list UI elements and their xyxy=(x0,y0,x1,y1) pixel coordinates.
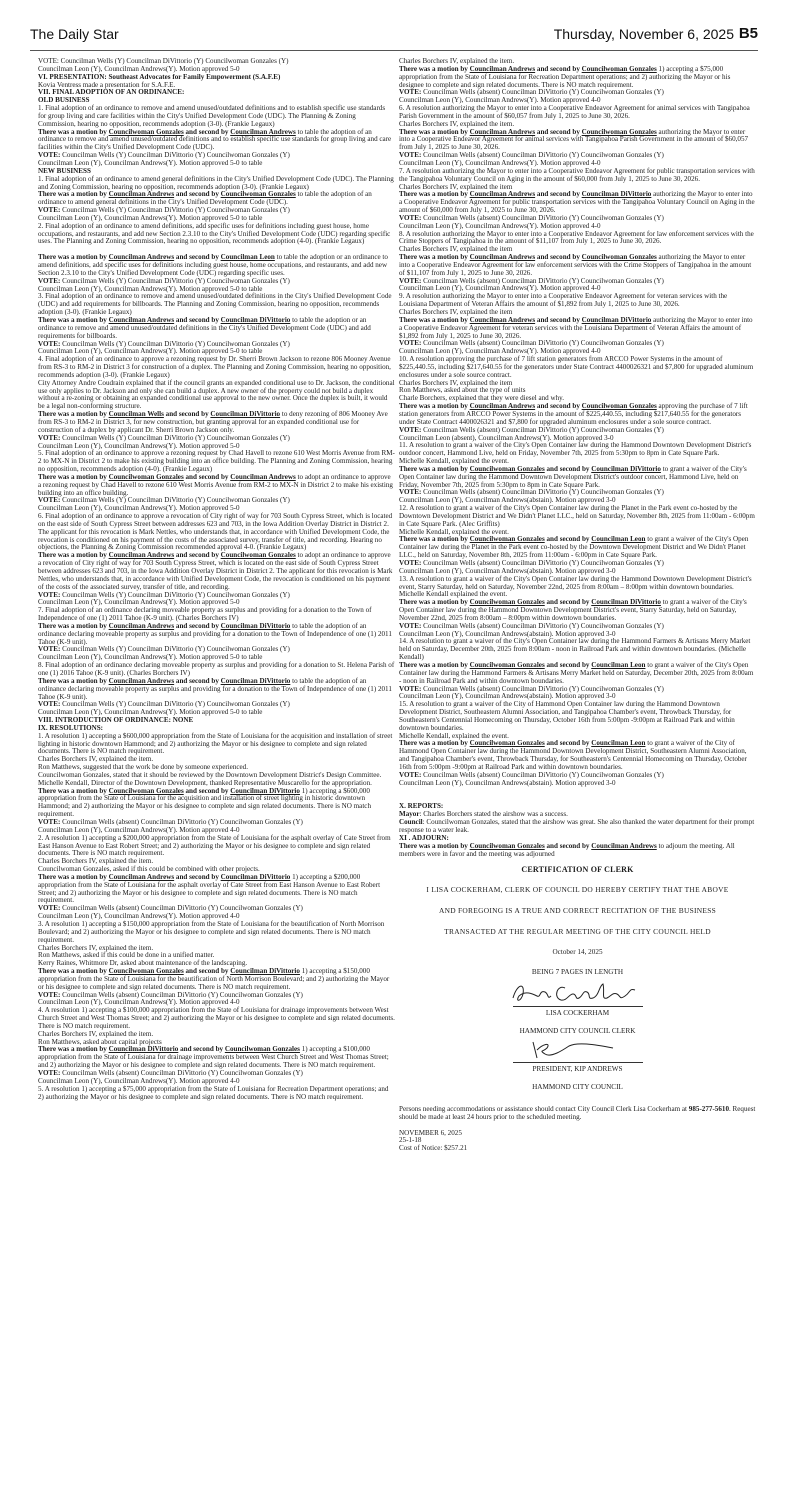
report-line: Mayor: Charles Borchers stated the airshow was a success. xyxy=(399,810,568,819)
minutes-paragraph: Councilman Leon (Y), Councilman Andrews(Y). Motion approved 5-0 xyxy=(38,441,240,450)
ad-number: 25-1-18 xyxy=(399,1136,422,1145)
motion-paragraph xyxy=(399,536,756,560)
vote-text: Councilman Wells (absent) Councilman DiVittorio (Y) Councilwoman Gonzales (Y) xyxy=(423,621,664,630)
minutes-paragraph: Charles Borchers IV, explained the item xyxy=(399,378,513,387)
motion-mover: Councilman Wells xyxy=(108,410,164,419)
report-text: Charles Borchers stated the airshow was a success. xyxy=(421,810,568,819)
motion-paragraph xyxy=(399,843,756,859)
minutes-paragraph: Councilman Leon (Y), Councilman Andrews(Y). Motion approved 5-0 to table xyxy=(38,653,263,662)
motion-paragraph xyxy=(38,678,395,702)
motion-seconder: Councilman DiVittorio xyxy=(230,786,300,795)
minutes-paragraph: Councilwoman Gonzales, asked if this could be combined with other projects. xyxy=(38,865,260,874)
minutes-paragraph: Councilman Leon (absent), Councilman Andrews(Y). Motion approved 3-0 xyxy=(399,433,614,442)
report-text: Councilwoman Gonzales, stated that the airshow was great. She also thanked the water department for their prompt response to a water leak. xyxy=(399,818,755,834)
vote-label: VOTE: xyxy=(399,770,422,779)
vote-text: Councilman Wells (absent) Councilman DiVittorio (Y) Councilwoman Gonzales (Y) xyxy=(423,559,664,567)
vote-label: VOTE: xyxy=(38,496,61,505)
minutes-paragraph: Kerry Raines, Whitmore Dr, asked about maintenance of the landscaping. xyxy=(38,959,248,968)
minutes-paragraph: Charles Borchers IV, explained the item xyxy=(399,245,513,254)
motion-paragraph xyxy=(399,129,756,153)
minutes-paragraph: Councilman Leon (Y), Councilman Andrews(abstain). Motion approved 3-0 xyxy=(399,692,616,701)
vote-text: Councilman Wells (Y) Councilman DiVittorio (Y) Councilwoman Gonzales (Y) xyxy=(62,151,290,160)
vote-text: Councilman Wells (absent) Councilman DiVittorio (Y) Councilwoman Gonzales (Y) xyxy=(62,904,303,913)
motion-text: to grant a waiver of the City's Open Container law during the Planet in the Park event co-hosted by the Downtown Development District and We Didn't Planet LLC., held on Saturday, November 8th, 2025 from 11:00am - 6:00pm in Cate Square Park. xyxy=(399,535,749,560)
motion-text: authorizing the Mayor to enter into a Cooperative Endeavor Agreement for public transportation services with the Tangipahoa Voluntary Council on Aging in the amount of $60,000 from July 1, 2025 to June 30, 2026. xyxy=(399,190,755,215)
report-line: Council: Councilwoman Gonzales, stated that the airshow was great. She also thanked the water department for their prompt response to a water leak. xyxy=(399,818,755,834)
minutes-paragraph: Councilman Leon (Y), Councilman Andrews(abstain). Motion approved 3-0 xyxy=(399,778,616,787)
vote-label: VOTE: xyxy=(399,488,422,497)
clerk-title: HAMMOND CITY COUNCIL CLERK xyxy=(519,1027,636,1036)
motion-text: approving the purchase of 7 lift station generators from ARCCO Power Systems in the amount of $225,440.55, including $217,640.55 for the generators under State Contract 4400026321 and $7,800 for upgraded aluminum enclosures under a sole source contract. xyxy=(399,402,748,426)
report-label: Council xyxy=(399,818,423,827)
motion-paragraph xyxy=(399,466,756,490)
minutes-paragraph: Councilman Leon (Y), Councilman Andrews(abstain). Motion approved 3-0 xyxy=(399,629,616,638)
minutes-paragraph: Ron Matthews, asked if this could be done in a unified matter. xyxy=(38,951,215,960)
minutes-paragraph: Councilman Leon (Y), Councilman Andrews(Y). Motion approved 4-0 xyxy=(38,1076,240,1085)
vote-text: Councilman Wells (Y) Councilman DiVittorio (Y) Councilwoman Gonzales (Y) xyxy=(62,645,290,654)
motion-text: to adopt an ordinance to approve a revocation of City right of way for 703 South Cypress Street, which is located on the east side of South Cypress Street between addresses 623 and 703, in the Iowa Addition Overlay District in District 2. The applicant for this revocation is Mark Nettles, who understands that, in accordance with Unified Development Code, the revocation is conditioned on his payment of the costs of the associated survey, transfer of title, and recording. xyxy=(38,551,393,591)
vote-text: Councilman Wells (Y) Councilman DiVittorio (Y) Councilwoman Gonzales (Y) xyxy=(62,700,290,709)
motion-paragraph xyxy=(38,968,395,992)
vote-text: Councilman Wells (absent) Councilman DiVittorio (Y) Councilwoman Gonzales (Y) xyxy=(423,425,664,434)
vote-label: VOTE: xyxy=(38,339,61,348)
president-name: PRESIDENT, KIP ANDREWS xyxy=(532,1065,623,1074)
motion-text: 1) accepting a $100,000 appropriation from the State of Louisiana for drainage improvements between West Church Street and West Thomas Street; and 2) authorizing the Mayor or his designee to complete and sign related documents. There is NO match requirement. xyxy=(38,1045,389,1070)
accommodations-lead: Persons needing accommodations or assistance should contact City Council Clerk Lisa Cockerham at xyxy=(399,1104,689,1113)
publication-date: NOVEMBER 6, 2025 xyxy=(399,1128,462,1137)
motion-seconder: Councilman Leon xyxy=(220,253,275,262)
minutes-paragraph: Michelle Kendall, explained the event. xyxy=(399,457,509,466)
motion-lead: There was a motion by Councilwoman Gonzales and second by Councilman Andrews xyxy=(38,472,296,481)
motion-mover: Councilman Andrews xyxy=(108,551,175,560)
motion-text: to adopt an ordinance to approve a rezoning request by Chad Havell to rezone 610 West Morris Avenue from RM-2 to MX-N in District 2 to make his existing building into an office building. xyxy=(38,472,393,497)
page-number: B5 xyxy=(738,25,758,42)
motion-lead: There was a motion by Councilwoman Gonzales and second by Councilman Andrews xyxy=(38,127,296,136)
minutes-paragraph: Charles Borchers IV, explained the item. xyxy=(38,755,154,764)
minutes-paragraph: Charles Borchers IV, explained the item. xyxy=(38,1029,154,1038)
notice-cost: Cost of Notice: $257.21 xyxy=(399,1144,468,1153)
motion-text: to grant a waiver of the City's Open Container law during the Hammond Downtown Development District's outdoor concert, Hammond Live, held on Friday, November 7th, 2025 from 5:30pm to 8pm in Cate Square Park. xyxy=(399,464,747,489)
motion-paragraph xyxy=(38,623,395,647)
certification-line: I LISA COCKERHAM, CLERK OF COUNCIL DO HEREBY CERTIFY THAT THE ABOVE xyxy=(426,885,729,895)
motion-mover: Councilwoman Gonzales xyxy=(469,841,545,850)
motion-text: to grant a waiver of the City's Open Container law during the Hammond Farmers & Artisans Merry Market held on Saturday, December 20th, 2025 from 8:00am - noon in Railroad Park and within downtown boundaries. xyxy=(399,660,754,685)
motion-paragraph xyxy=(399,403,756,427)
minutes-paragraph: 1. A resolution 1) accepting a $600,000 appropriation from the State of Louisiana for the acquisition and installation of street lighting in historic downtown Hammond; and 2) authorizing the Mayor or his designee to complete and sign related documents. There is NO match requirement. xyxy=(38,731,393,756)
minutes-paragraph: 13. A resolution to grant a waiver of the City's Open Container law during the Hammond Downtown Development District's event, Starry Saturday, held on Saturday, November 22nd, 2025 from 8:00am – 8:00pm within downtown boundaries. xyxy=(399,574,752,591)
vote-text: Councilman Wells (absent) Councilman DiVittorio (Y) Councilwoman Gonzales (Y) xyxy=(423,488,664,497)
motion-paragraph xyxy=(38,552,395,591)
motion-seconder: Councilman DiVittorio xyxy=(230,967,300,976)
motion-mover: Councilman DiVittorio xyxy=(108,1045,179,1054)
section-heading: VIII. INTRODUCTION OF ORDINANCE: NONE xyxy=(38,716,194,725)
minutes-paragraph: 6. Final adoption of an ordinance to approve a revocation of City right of way for 703 South Cypress Street, which is located on the east side of South Cypress Street between addresses 623 and 703, in the Iowa Addition Overlay District in District 2. The applicant for this revocation is Mark Nettles, who understands that, in accordance with Unified Development Code, the revocation is conditioned on his payment of the costs of the associated survey, transfer of title, and recording. Hearing no objections, the Planning & Zoning Commission recommended approval 4-0. (Frankie Legaux) xyxy=(38,512,393,552)
minutes-right-body xyxy=(399,58,756,858)
motion-mover: Councilman Andrews xyxy=(108,621,175,630)
minutes-column-right xyxy=(399,58,756,1496)
minutes-paragraph: Charles Borchers IV, explained the item. xyxy=(38,943,154,952)
clerk-phone: 985-277-5610 xyxy=(688,1104,729,1113)
clerk-name: LISA COCKERHAM xyxy=(545,1009,610,1018)
motion-text: to table the adoption of an ordinance to amend general definitions in the City's Unified Development Code (UDC). xyxy=(38,190,372,207)
vote-label: VOTE: xyxy=(38,433,61,442)
vote-label: VOTE: xyxy=(399,559,422,567)
motion-text: authorizing the Mayor to enter into a Cooperative Endeavor Agreement for law enforcement services with the Crime Stoppers of Tangipahoa in the amount of $11,107 from July 1, 2025 to June 30, 2026. xyxy=(399,253,752,277)
vote-label: VOTE: xyxy=(38,206,61,215)
motion-mover: Councilman Andrews xyxy=(469,64,536,73)
minutes-paragraph: Councilman Leon (Y), Councilman Andrews(Y). Motion approved 5-0 to table xyxy=(38,284,263,293)
motion-lead: There was a motion by Councilwoman Gonzales and second by Councilman Leon xyxy=(399,739,646,748)
motion-mover: Councilman Andrews xyxy=(469,315,536,324)
motion-paragraph xyxy=(399,317,756,341)
motion-seconder: Councilman DiVittorio xyxy=(581,190,652,199)
minutes-paragraph: Councilman Leon (Y), Councilman Andrews(Y). Motion approved 4-0 xyxy=(399,347,601,356)
motion-mover: Councilman Andrews xyxy=(469,253,536,262)
vote-label: VOTE: xyxy=(38,276,61,285)
public-notice xyxy=(399,1106,756,1153)
motion-paragraph xyxy=(399,254,756,278)
vote-text: Councilman Wells (Y) Councilman DiVittorio (Y) Councilwoman Gonzales (Y) xyxy=(62,433,290,442)
vote-label: VOTE: xyxy=(38,990,61,999)
motion-lead: There was a motion by Councilwoman Gonzales and second by Councilman Leon xyxy=(399,660,646,669)
motion-seconder: Councilman Andrews xyxy=(591,841,657,850)
motion-lead: There was a motion by Councilman Andrews and second by Councilwoman Gonzales xyxy=(399,127,657,136)
minutes-paragraph: 8. Final adoption of an ordinance declaring moveable property as surplus and providing for a donation to St. Helena Parish of one (1) 2016 Tahoe (K-9 unit). (Charles Borchers IV) xyxy=(38,661,395,677)
motion-mover: Councilman Andrews xyxy=(108,190,175,199)
minutes-paragraph: Councilman Leon (Y), Councilman Andrews(abstain). Motion approved 3-0 xyxy=(399,496,616,505)
minutes-paragraph: 2. A resolution 1) accepting a $200,000 appropriation from the State of Louisiana for the asphalt overlay of Cate Street from East Hanson Avenue to East Robert Street; and 2) authorizing the Mayor or his designee to complete and sign related documents. There is NO match requirement. xyxy=(38,833,391,858)
vote-label: VOTE: xyxy=(38,1069,61,1077)
motion-mover: Councilman Andrews xyxy=(108,872,175,881)
motion-lead: There was a motion by Councilman Andrews and second by Councilman DiVittorio xyxy=(38,872,291,881)
vote-label: VOTE: xyxy=(38,151,61,160)
motion-text: authorizing the Mayor to enter into a Cooperative Endeavor Agreement for animal services with Tangipahoa Parish Government in the amount of $60,057 from July 1, 2025 to June 30, 2026. xyxy=(399,127,749,152)
motion-seconder: Councilman Leon xyxy=(591,660,646,669)
motion-seconder: Councilwoman Gonzales xyxy=(220,551,296,560)
motion-paragraph xyxy=(399,66,756,90)
vote-label: VOTE: xyxy=(399,425,422,434)
minutes-paragraph: Ron Matthews, asked about capital projects xyxy=(38,1037,162,1046)
motion-seconder: Councilwoman Gonzales xyxy=(581,127,657,136)
minutes-paragraph: Ron Matthews, asked about the type of units xyxy=(399,386,526,395)
vote-label: VOTE: xyxy=(38,818,61,826)
section-heading: OLD BUSINESS xyxy=(38,96,90,105)
motion-lead: There was a motion by Councilman DiVittorio and second by Councilwoman Gonzales xyxy=(38,1045,300,1054)
minutes-paragraph: Councilman Leon (Y), Councilman Andrews(Y). Motion approved 5-0 to table xyxy=(38,347,263,356)
motion-lead: There was a motion by Councilman Andrews and second by Councilwoman Gonzales xyxy=(399,253,657,262)
minutes-paragraph: Charles Borchers IV, explained the item. xyxy=(399,119,515,128)
vote-text: Councilman Wells (absent) Councilman DiVittorio (Y) Councilwoman Gonzales (Y) xyxy=(423,339,664,348)
section-heading: IX. RESOLUTIONS: xyxy=(38,723,104,732)
certification-line: TRANSACTED AT THE REGULAR MEETING OF THE CITY COUNCIL HELD xyxy=(444,926,711,936)
minutes-column-left xyxy=(38,58,395,1496)
motion-seconder: Councilman DiVittorio xyxy=(591,598,661,607)
minutes-paragraph: Ron Matthews, suggested that the work be done by someone experienced. xyxy=(38,763,248,772)
vote-text: Councilman Wells (absent) Councilman DiVittorio (Y) Councilwoman Gonzales (Y) xyxy=(423,151,664,160)
minutes-paragraph: 11. A resolution to grant a waiver of the City's Open Container law during the Hammond Downtown Development District's outdoor concert, Hammond Live, held on Friday, November 7th, 2025 from 5:30pm to 8pm in Cate Square Park. xyxy=(399,441,752,458)
motion-seconder: Councilman DiVittorio xyxy=(220,676,291,685)
motion-text: 1) accepting a $150,000 appropriation from the State of Louisiana for the beautification of North Morrison Boulevard; and 2) authorizing the Mayor or his designee to complete and sign related documents. There is NO match requirement. xyxy=(38,967,390,991)
vote-label: VOTE: xyxy=(399,684,422,693)
motion-seconder: Councilman Andrews xyxy=(230,472,296,481)
motion-text: to table the adoption of an ordinance to remove and amend unused/outdated definitions and to establish specific use standards for group living and care facilities within the City's Unified Development Code (UDC). xyxy=(38,127,392,152)
motion-seconder: Councilwoman Gonzales xyxy=(581,253,657,262)
motion-paragraph xyxy=(38,1046,395,1070)
vote-text: Councilman Wells (absent) Councilman DiVittorio (Y) Councilwoman Gonzales (Y) xyxy=(62,1069,303,1077)
minutes-paragraph: Councilman Leon (Y), Councilman Andrews(Y). Motion approved 5-0 xyxy=(38,598,240,607)
motion-text: to table the adoption of an ordinance declaring moveable property as surplus and providing for a donation to the Town of Independence of one (1) 2011 Tahoe (K-9 unit). xyxy=(38,621,392,646)
motion-seconder: Councilman Andrews xyxy=(230,127,296,136)
clerk-signature xyxy=(503,976,653,1006)
motion-mover: Councilman Andrews xyxy=(108,253,175,262)
issue-date: Thursday, November 6, 2025 xyxy=(553,26,734,42)
motion-paragraph xyxy=(399,662,756,686)
motion-paragraph xyxy=(38,874,395,905)
motion-mover: Councilwoman Gonzales xyxy=(108,967,184,976)
newspaper-name: The Daily Star xyxy=(30,26,119,42)
motion-lead: There was a motion by Councilman Andrews and second by Councilman Leon xyxy=(38,253,275,262)
motion-seconder: Councilman DiVittorio xyxy=(220,621,291,630)
vote-label: VOTE: xyxy=(399,621,422,630)
minutes-paragraph: Charle Borchers, explained that they were diesel and why. xyxy=(399,394,565,403)
motion-mover: Councilwoman Gonzales xyxy=(469,739,545,748)
minutes-paragraph: Councilman Leon (Y), Councilman Andrews(Y). Motion approved 4-0 xyxy=(38,998,240,1007)
motion-mover: Councilman Andrews xyxy=(108,676,175,685)
motion-lead: There was a motion by Councilwoman Gonzales and second by Councilman Andrews xyxy=(399,841,657,850)
accommodations-text xyxy=(399,1106,756,1122)
motion-paragraph xyxy=(399,191,756,215)
motion-text: to grant a waiver of the City's Open Container law during the Hammond Downtown Development District's event, Starry Saturday, held on Saturday, November 22nd, 2025 from 8:00am – 8:00pm within downtown boundaries. xyxy=(399,598,747,622)
minutes-paragraph: Councilman Leon (Y), Councilman Andrews(Y). Motion approved 5-0 to table xyxy=(38,158,263,167)
motion-mover: Councilwoman Gonzales xyxy=(469,598,545,607)
report-label: Mayor xyxy=(399,810,420,819)
signature-line xyxy=(513,1006,643,1007)
council-name: HAMMOND CITY COUNCIL xyxy=(532,1082,623,1091)
signature-line xyxy=(513,1062,643,1063)
motion-text: to table the adoption of an ordinance declaring moveable property as surplus and providing for a donation to the Town of Independence of one (1) 2011 Tahoe (K-9 unit). xyxy=(38,676,392,701)
motion-paragraph xyxy=(38,788,395,819)
vote-text: Councilman Wells (absent) Councilman DiVittorio (Y) Councilwoman Gonzales (Y) xyxy=(62,818,303,826)
minutes-paragraph: Councilman Leon (Y), Councilman Andrews(Y). Motion approved 4-0 xyxy=(38,825,240,834)
minutes-paragraph: 7. A resolution authorizing the Mayor to enter into a Cooperative Endeavor Agreement for public transportation services with the Tangipahoa Voluntary Council on Aging in the amount of $60,000 from July 1, 2025 to June 30, 2026. xyxy=(399,166,755,183)
minutes-paragraph: Councilman Leon (Y), Councilman Andrews(Y). Motion approved 4-0 xyxy=(38,912,240,921)
motion-seconder: Councilman Leon xyxy=(591,535,646,544)
minutes-paragraph: Councilman Leon (Y), Councilman Andrews(Y). Motion approved 4-0 xyxy=(399,284,601,293)
motion-mover: Councilwoman Gonzales xyxy=(469,660,545,669)
vote-label: VOTE: xyxy=(38,645,61,654)
motion-lead: There was a motion by Councilman Andrews and second by Councilwoman Gonzales xyxy=(399,402,657,411)
vote-label: VOTE: xyxy=(399,151,422,160)
accommodations-tail: . Request should be made at least 24 hours prior to the scheduled meeting. xyxy=(399,1104,756,1121)
vote-text: Councilman Wells (absent) Councilman DiVittorio (Y) Councilwoman Gonzales (Y) xyxy=(423,88,664,97)
section-heading: VII. FINAL ADOPTION OF AN ORDINANCE: xyxy=(38,88,185,97)
motion-seconder: Councilman DiVittorio xyxy=(591,464,661,473)
motion-paragraph xyxy=(399,740,756,771)
minutes-paragraph: Michelle Kendall, Director of the Downtown Development, thanked Representative Muscarello for the appropriation. xyxy=(38,778,372,787)
motion-lead: There was a motion by Councilman Andrews and second by Councilwoman Gonzales xyxy=(38,551,296,560)
minutes-paragraph: 8. A resolution authorizing the Mayor to enter into a Cooperative Endeavor Agreement for law enforcement services with the Crime Stoppers of Tangipahoa in the amount of $11,107 from July 1, 2025 to June 30, 2026. xyxy=(399,229,754,246)
minutes-paragraph: 3. Final adoption of an ordinance to remove and amend unused/outdated definitions in the City's Unified Development Code (UDC) and add requirements for billboards. The Planning and Zoning Commission, hearing no opposition, recommends adoption (3-0). (Frankie Legaux) xyxy=(38,292,392,317)
minutes-paragraph: Councilman Leon (Y), Councilman Andrews(Y). Motion approved 5-0 xyxy=(38,64,240,73)
motion-seconder: Councilman DiVittorio xyxy=(220,872,291,881)
motion-text: 1) accepting a $200,000 appropriation from the State of Louisiana for the asphalt overlay of Cate Street from East Hanson Avenue to East Robert Street; and 2) authorizing the Mayor or his designee to complete and sign related documents. There is NO match requirement. xyxy=(38,872,381,905)
motion-paragraph xyxy=(38,129,395,153)
motion-mover: Councilwoman Gonzales xyxy=(108,786,184,795)
minutes-paragraph: Councilman Leon (Y), Councilman Andrews(Y). Motion approved 5-0 to table xyxy=(38,708,263,717)
motion-seconder: Councilman DiVittorio xyxy=(581,315,652,324)
certification-title: CERTIFICATION OF CLERK xyxy=(521,865,634,875)
motion-lead: There was a motion by Councilwoman Gonzales and second by Councilman DiVittorio xyxy=(399,598,661,607)
vote-text: Councilman Wells (Y) Councilman DiVittorio (Y) Councilwoman Gonzales (Y) xyxy=(62,339,290,348)
motion-lead: There was a motion by Councilwoman Gonzales and second by Councilman Leon xyxy=(399,535,646,544)
motion-lead: There was a motion by Councilman Andrews and second by Councilman DiVittorio xyxy=(399,315,652,324)
motion-lead: There was a motion by Councilman Andrews and second by Councilman DiVittorio xyxy=(399,190,652,199)
section-heading: NEW BUSINESS xyxy=(38,166,91,175)
minutes-paragraph: 4. A resolution 1) accepting a $100,000 appropriation from the State of Louisiana for drainage improvements between West Church Street and West Thomas Street; and 2) authorizing the Mayor or his designee to complete and sign related documents. There is NO match requirement. xyxy=(38,1006,395,1030)
minutes-paragraph: Councilman Leon (Y), Councilman Andrews(Y). Motion approved 4-0 xyxy=(399,96,601,105)
motion-paragraph xyxy=(38,254,395,278)
motion-paragraph xyxy=(38,474,395,498)
minutes-paragraph: Michelle Kendall explained the event. xyxy=(399,590,508,599)
minutes-paragraph: 1. Final adoption of an ordinance to remove and amend unused/outdated definitions and to establish specific use standards for group living and care facilities within the City's Unified Development Code (UDC). The Planning & Zoning Commission, hearing no opposition, recommends adoption (3-0). (Frankie Legaux) xyxy=(38,104,386,128)
section-heading: X. REPORTS: xyxy=(399,802,444,811)
motion-lead: There was a motion by Councilman Andrews and second by Councilman DiVittorio xyxy=(38,621,291,630)
motion-lead: There was a motion by Councilman Andrews and second by Councilman DiVittorio xyxy=(38,316,291,324)
motion-paragraph xyxy=(38,317,395,341)
motion-text: to adjourn the meeting. All members were in favor and the meeting was adjourned xyxy=(399,841,735,858)
motion-mover: Councilman Andrews xyxy=(469,190,536,199)
minutes-paragraph: Michelle Kendall, explained the event. xyxy=(399,731,509,740)
minutes-paragraph: 15. A resolution to grant a waiver of the City of Hammond Open Container law during the Hammond Downtown Development District, Southeastern Alumni Association, and Tangipahoa Chamber's event, Throwback Thursday, for Southeastern's Centennial Homecoming on Thursday, October 16th from 5:00pm -9:00pm at Railroad Park and within downtown boundaries. xyxy=(399,700,735,732)
minutes-paragraph: 10. A resolution approving the purchase of 7 lift station generators from ARCCO Power Systems in the amount of $225,440.55, including $217,640.55 for the generators under State Contract 4400026321 and $7,800 for upgraded aluminum enclosures under a sole source contract. xyxy=(399,355,754,379)
minutes-paragraph: 14. A resolution to grant a waiver of the City's Open Container law during the Hammond Farmers & Artisans Merry Market held on Saturday, December 20th, 2025 from 8:00am - noon in Railroad Park and within downtown boundaries. (Michelle Kendall) xyxy=(399,637,751,662)
motion-seconder: Councilman DiVittorio xyxy=(210,410,281,419)
motion-lead: There was a motion by Councilwoman Gonzales and second by Councilman DiVittorio xyxy=(38,786,300,795)
motion-paragraph xyxy=(38,411,395,435)
vote-text: Councilman Wells (Y) Councilman DiVittorio (Y) Councilwoman Gonzales (Y) xyxy=(62,590,290,599)
minutes-paragraph: 6. A resolution authorizing the Mayor to enter into a Cooperative Endeavor Agreement for animal services with Tangipahoa Parish Government in the amount of $60,057 from July 1, 2025 to June 30, 2026. xyxy=(399,104,750,120)
minutes-paragraph: 4. Final adoption of an ordinance to approve a rezoning request by Dr. Sherri Brown Jackson to rezone 806 Mooney Avenue from RS-3 to RM-2 in District 3 for construction of a duplex. The Planning and Zoning Commission, hearing no opposition, recommends adoption (3-0). (Frankie Legaux) xyxy=(38,355,391,379)
motion-seconder: Councilwoman Gonzales xyxy=(581,64,657,73)
minutes-paragraph: Councilman Leon (Y), Councilman Andrews(Y). Motion approved 4-0 xyxy=(399,158,601,167)
motion-mover: Councilwoman Gonzales xyxy=(469,464,545,473)
motion-mover: Councilman Andrews xyxy=(469,127,536,136)
certification-line: AND FOREGOING IS A TRUE AND CORRECT RECITATION OF THE BUSINESS xyxy=(438,906,717,916)
minutes-paragraph: Charles Borchers IV, explained the item xyxy=(399,308,513,316)
vote-text: Councilman Wells (absent) Councilman DiVittorio (Y) Councilwoman Gonzales (Y) xyxy=(62,990,303,999)
motion-text: to table the adoption or an ordinance to amend definitions, add specific uses for definitions including guest house, home occupations, and restaurants, and add new Section 2.3.10 to the City's Unified Development Code (UDC) regarding specific uses. xyxy=(38,253,388,277)
minutes-paragraph: 5. Final adoption of an ordinance to approve a rezoning request by Chad Havell to rezone 610 West Morris Avenue from RM-2 to MX-N in District 2 to make his existing building into an office building. The Planning and Zoning Commission, hearing no opposition, recommends adoption (4-0). (Frankie Legaux) xyxy=(38,449,395,474)
vote-label: VOTE: xyxy=(38,904,61,913)
motion-lead: There was a motion by Councilman Wells and second by Councilman DiVittorio xyxy=(38,410,281,419)
motion-mover: Councilwoman Gonzales xyxy=(108,127,184,136)
motion-mover: Councilwoman Gonzales xyxy=(469,535,545,544)
spacer xyxy=(399,795,756,803)
minutes-paragraph: 1. Final adoption of an ordinance to amend general definitions in the City's Unified Development Code (UDC). The Planning and Zoning Commission, hearing no opposition, recommends adoption (3-0). (Frankie Legaux) xyxy=(38,174,394,191)
vote-text: Councilman Wells (absent) Councilman DiVittorio (Y) Councilwoman Gonzales (Y) xyxy=(423,770,664,779)
clerk-certification xyxy=(399,866,756,1091)
minutes-paragraph: Councilman Leon (Y), Councilman Andrews(abstain). Motion approved 3-0 xyxy=(399,566,616,575)
vote-label: VOTE: xyxy=(399,88,422,97)
masthead xyxy=(30,12,758,51)
section-heading: XI . ADJOURN: xyxy=(399,833,449,842)
section-heading: VI. PRESENTATION: Southeast Advocates for Family Empowerment (S.A.F.E) xyxy=(38,72,281,81)
minutes-paragraph: Councilman Leon (Y), Councilman Andrews(Y). Motion approved 4-0 xyxy=(399,221,601,230)
motion-seconder: Councilwoman Gonzales xyxy=(220,190,296,199)
vote-text: Councilman Wells (absent) Councilman DiVittorio (Y) Councilwoman Gonzales (Y) xyxy=(423,276,664,285)
motion-seconder: Councilwoman Gonzales xyxy=(581,402,657,411)
vote-text: Councilman Wells (Y) Councilman DiVittorio (Y) Councilwoman Gonzales (Y) xyxy=(62,276,290,285)
minutes-paragraph: Charles Borchers IV, explained the item. xyxy=(38,857,154,866)
minutes-paragraph: 7. Final adoption of an ordinance declaring moveable property as surplus and providing for a donation to the Town of Independence of one (1) 2011 Tahoe (K-9 unit). (Charles Borchers IV) xyxy=(38,606,372,623)
motion-text: authorizing the Mayor to enter into a Cooperative Endeavor Agreement for veteran services with the Louisiana Department of Veteran Affairs the amount of $1,892 from July 1, 2025 to June 30, 2026. xyxy=(399,315,753,340)
motion-mover: Councilman Andrews xyxy=(108,316,175,324)
minutes-paragraph: 9. A resolution authorizing the Mayor to enter into a Cooperative Endeavor Agreement for veteran services with the Louisiana Department of Veteran Affairs the amount of $1,892 from July 1, 2025 to June 30, 2026. xyxy=(399,292,728,309)
minutes-paragraph: 12. A resolution to grant a waiver of the City's Open Container law during the Planet in the Park event co-hosted by the Downtown Development District and We Didn't Planet LLC., held on Saturday, November 8th, 2025 from 11:00am - 6:00pm in Cate Square Park. (Alec Griffits) xyxy=(399,504,755,528)
minutes-paragraph: Charles Borchers IV, explained the item xyxy=(399,182,513,191)
minutes-paragraph: City Attorney Andre Coudrain explained that if the council grants an expanded conditional use to Dr. Jackson, the conditional use only applies to Dr. Jackson and only she can build a duplex. A new owner of the property could not build a duplex without a re-zoning or obtaining an expanded conditional use approval to the new owner. Once the duplex is built, it would be a legal non-conforming structure. xyxy=(38,378,395,411)
spacer xyxy=(399,787,756,795)
vote-text: Councilman Wells (absent) Councilman DiVittorio (Y) Councilwoman Gonzales (Y) xyxy=(423,684,664,693)
minutes-paragraph: Kovia Ventress made a presentation for S.A.F.E. xyxy=(38,80,176,89)
motion-text: to deny rezoning of 806 Mooney Ave from RS-3 to RM-2 in District 3, for new construction, but granting approval for an expanded conditional use for construction of a duplex by applicant Dr. Sherri Brown Jackson only. xyxy=(38,410,388,434)
motion-text: 1) accepting a $75,000 appropriation from the State of Louisiana for Recreation Department operations; and 2) authorizing the Mayor or his designee to complete and sign related documents. There is NO match requirement. xyxy=(399,64,731,89)
motion-seconder: Councilman DiVittorio xyxy=(220,316,291,324)
minutes-paragraph: Councilwoman Gonzales, stated that it should be reviewed by the Downtown Development District's Design Committee. xyxy=(38,770,382,779)
minutes-paragraph: Michelle Kendall, explained the event. xyxy=(399,527,509,536)
motion-text: to table the adoption or an ordinance to remove and amend unused/outdated definitions in the City's Unified Development Code (UDC) and add requirements for billboards. xyxy=(38,316,371,340)
motion-lead: There was a motion by Councilman Andrews and second by Councilman DiVittorio xyxy=(38,676,291,685)
motion-mover: Councilman Andrews xyxy=(469,402,536,411)
motion-text: to grant a waiver of the City of Hammond Open Container law during the Hammond Downtown Development District, Southeastern Alumni Association, and Tangipahoa Chamber's event, Throwback Thursday, for Southeastern's Centennial Homecoming on Thursday, October 16th from 5:00pm -9:00pm at Railroad Park and within downtown boundaries. xyxy=(399,739,747,771)
motion-lead: There was a motion by Councilman Andrews and second by Councilwoman Gonzales xyxy=(38,190,296,199)
vote-text: Councilman Wells (absent) Councilman DiVittorio (Y) Councilwoman Gonzales (Y) xyxy=(423,213,664,222)
motion-paragraph xyxy=(399,599,756,623)
minutes-paragraph: Charles Borchers IV, explained the item. xyxy=(399,58,515,65)
vote-label: VOTE: xyxy=(399,339,422,348)
president-signature xyxy=(503,1036,653,1062)
vote-text: Councilman Wells (Y) Councilman DiVittorio (Y) Councilwoman Gonzales (Y) xyxy=(62,206,290,215)
motion-lead: There was a motion by Councilwoman Gonzales and second by Councilman DiVittorio xyxy=(399,464,661,473)
minutes-paragraph: 2. Final adoption of an ordinance to amend definitions, add specific uses for definitions including guest house, home occupations, and restaurants, and add new Section 2.3.10 to the City's Unified Development Code (UDC) regarding specific uses. The Planning and Zoning Commission, hearing no opposition, recommends adoption (4-0). (Frankie Legaux) xyxy=(38,221,391,246)
minutes-paragraph: Councilman Leon (Y), Councilman Andrews(Y). Motion approved 5-0 xyxy=(38,504,240,513)
vote-label: VOTE: xyxy=(38,590,61,599)
minutes-paragraph: 3. A resolution 1) accepting a $150,000 appropriation from the State of Louisiana for the beautification of North Morrison Boulevard; and 2) authorizing the Mayor or his designee to complete and sign related documents. There is NO match requirement. xyxy=(38,919,385,944)
minutes-paragraph: 5. A resolution 1) accepting a $75,000 appropriation from the State of Louisiana for Recreation Department operations; and 2) authorizing the Mayor or his designee to complete and sign related documents. There is NO match requirement. xyxy=(38,1084,389,1101)
meeting-date: October 14, 2025 xyxy=(552,947,603,956)
page-count: BEING 7 PAGES IN LENGTH xyxy=(531,967,624,976)
minutes-paragraph: Councilman Leon (Y), Councilman Andrews(Y). Motion approved 5-0 to table xyxy=(38,213,263,222)
motion-text: 1) accepting a $600,000 appropriation from the State of Louisiana for the acquisition and installation of street lighting in historic downtown Hammond; and 2) authorizing the Mayor or his designee to complete and sign related documents. There is NO match requirement. xyxy=(38,786,371,819)
vote-text: Councilman Wells (Y) Councilman DiVittorio (Y) Councilwoman Gonzales (Y) xyxy=(62,496,290,505)
motion-paragraph xyxy=(38,191,395,207)
vote-label: VOTE: xyxy=(399,213,422,222)
motion-lead: There was a motion by Councilman Andrews and second by Councilwoman Gonzales xyxy=(399,64,657,73)
motion-mover: Councilwoman Gonzales xyxy=(108,472,184,481)
vote-label: VOTE: xyxy=(399,276,422,285)
motion-lead: There was a motion by Councilwoman Gonzales and second by Councilman DiVittorio xyxy=(38,967,300,976)
minutes-paragraph: VOTE: Councilman Wells (Y) Councilman DiVittorio (Y) Councilwoman Gonzales (Y) xyxy=(38,58,289,65)
vote-label: VOTE: xyxy=(38,700,61,709)
motion-seconder: Councilman Leon xyxy=(591,739,646,748)
motion-seconder: Councilwoman Gonzales xyxy=(224,1045,300,1054)
